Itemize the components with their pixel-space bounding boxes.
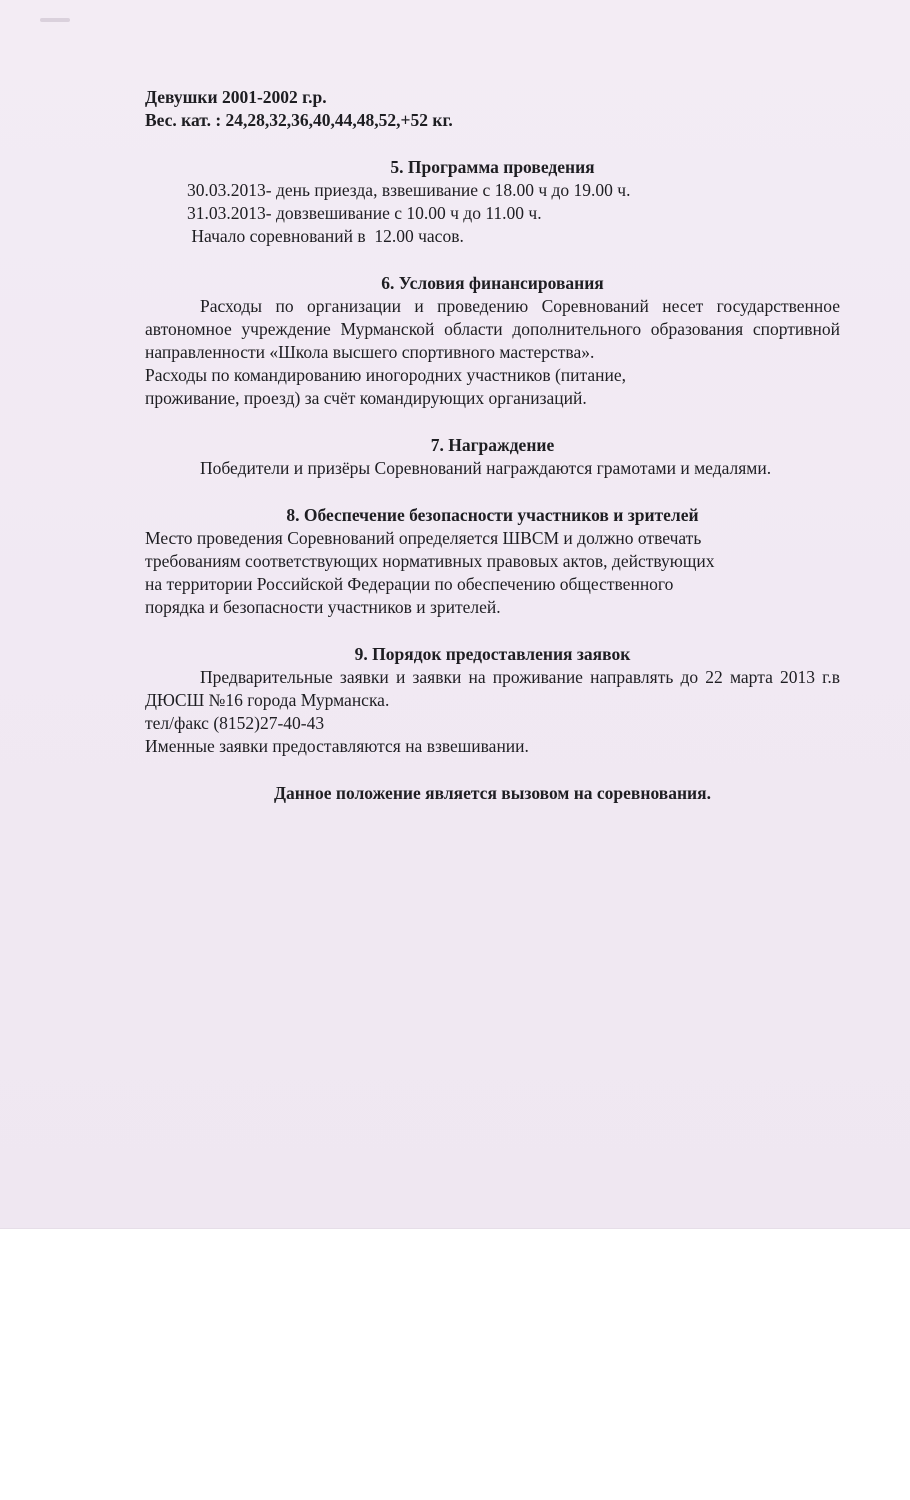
safety-line: на территории Российской Федерации по обеспечению общественного [145,574,674,594]
applications-note: Именные заявки предоставляются на взвешивании. [145,736,529,756]
safety-line: Место проведения Соревнований определяется ШВСМ и должно отвечать [145,528,702,548]
page-edge [0,1228,910,1229]
program-line: 31.03.2013- довзвешивание с 10.00 ч до 11.00 ч. [187,203,542,223]
section-applications [145,643,840,758]
section-applications-title: 9. Порядок предоставления заявок [354,644,631,664]
scan-mark [40,18,70,22]
section-awards [145,434,840,480]
section-financing [145,272,840,410]
section-awards-title: 7. Награждение [430,435,555,455]
section-financing-title: 6. Условия финансирования [381,273,604,293]
awards-paragraph: Победители и призёры Соревнований награждаются грамотами и медалями. [200,458,772,478]
section-safety-title: 8. Обеспечение безопасности участников и зрителей [286,505,699,525]
applications-paragraph: Предварительные заявки и заявки на проживание направлять до 22 марта 2013 г.в ДЮСШ №16 города Мурманска. [145,667,840,710]
category-line: Девушки 2001-2002 г.р. [145,87,327,107]
program-line: 30.03.2013- день приезда, взвешивание с 18.00 ч до 19.00 ч. [187,180,631,200]
section-safety [145,504,840,619]
document-body [145,86,840,805]
safety-line: требованиям соответствующих нормативных правовых актов, действующих [145,551,715,571]
weight-categories-line: Вес. кат. : 24,28,32,36,40,44,48,52,+52 кг. [145,110,453,130]
section-program [145,156,840,248]
safety-line: порядка и безопасности участников и зрителей. [145,597,501,617]
applications-phone: тел/факс (8152)27-40-43 [145,713,325,733]
program-line: Начало соревнований в 12.00 часов. [187,226,464,246]
financing-travel-line: проживание, проезд) за счёт командирующих организаций. [145,388,587,408]
financing-travel-line: Расходы по командированию иногородних участников (питание, [145,365,627,385]
financing-paragraph: Расходы по организации и проведению Соревнований несет государственное автономное учреждение Мурманской области дополнительного образования спортивной направленности «Школа высшего спортивного мастерства». [145,296,840,362]
closing-statement: Данное положение является вызовом на соревнования. [274,783,711,803]
section-program-title: 5. Программа проведения [390,157,595,177]
